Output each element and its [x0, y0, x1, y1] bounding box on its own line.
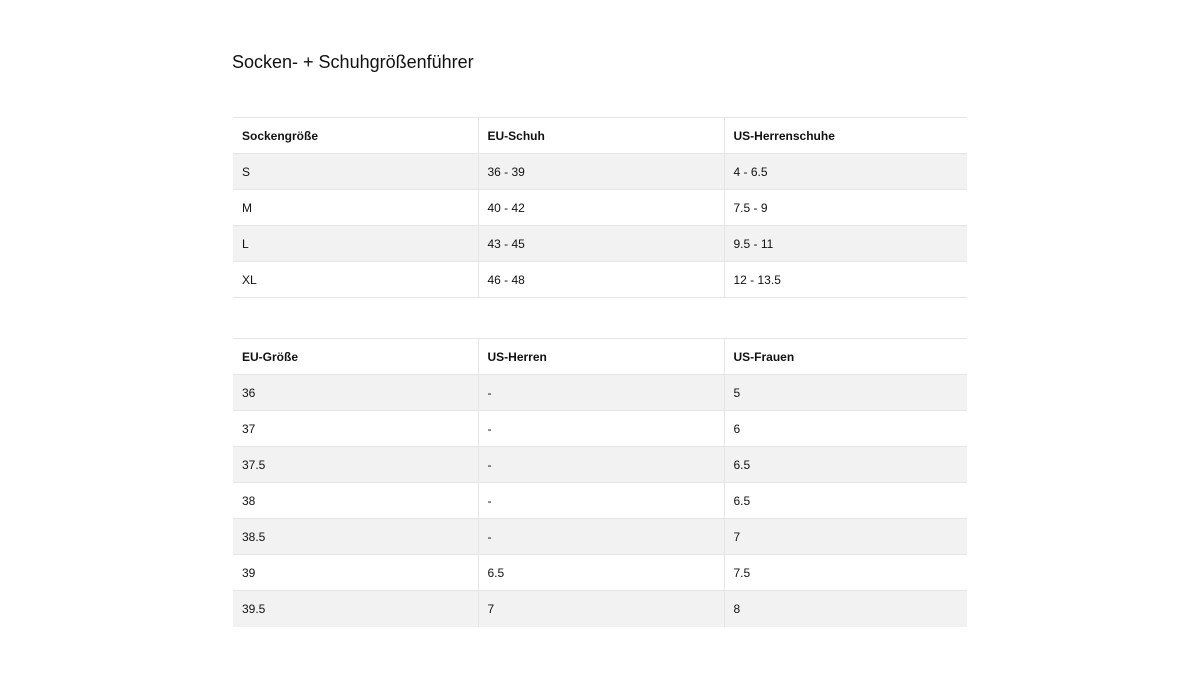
- table-cell: 6: [724, 411, 967, 447]
- table-cell: 38.5: [233, 519, 478, 555]
- table-row: [233, 519, 967, 555]
- shoe-size-table: [233, 338, 967, 627]
- table-cell: XL: [233, 262, 478, 298]
- table-row: [233, 154, 967, 190]
- table-cell: 39: [233, 555, 478, 591]
- table-cell: 37: [233, 411, 478, 447]
- table-header-row: [233, 118, 967, 154]
- table-cell: S: [233, 154, 478, 190]
- table-row: [233, 190, 967, 226]
- column-header-us-men: US-Herren: [478, 339, 724, 375]
- table-cell: 9.5 - 11: [724, 226, 967, 262]
- table-row: [233, 555, 967, 591]
- table-row: [233, 262, 967, 298]
- table-cell: M: [233, 190, 478, 226]
- table-row: [233, 375, 967, 411]
- table-cell: 36 - 39: [478, 154, 724, 190]
- table-header-row: [233, 339, 967, 375]
- table-cell: 7.5 - 9: [724, 190, 967, 226]
- table-cell: 12 - 13.5: [724, 262, 967, 298]
- sock-size-table: [233, 117, 967, 298]
- table-cell: -: [478, 519, 724, 555]
- column-header-eu-size: EU-Größe: [233, 339, 478, 375]
- table-row: [233, 483, 967, 519]
- table-cell: -: [478, 447, 724, 483]
- table-cell: 36: [233, 375, 478, 411]
- table-cell: L: [233, 226, 478, 262]
- table-cell: 8: [724, 591, 967, 627]
- page-title: Socken- + Schuhgrößenführer: [232, 52, 474, 72]
- table-cell: 7: [724, 519, 967, 555]
- table-cell: -: [478, 411, 724, 447]
- table-cell: 7: [478, 591, 724, 627]
- table-row: [233, 447, 967, 483]
- column-header-us-men-shoes: US-Herrenschuhe: [724, 118, 967, 154]
- table-cell: 6.5: [724, 447, 967, 483]
- table-cell: 5: [724, 375, 967, 411]
- table-cell: 39.5: [233, 591, 478, 627]
- table-cell: 6.5: [724, 483, 967, 519]
- table-row: [233, 411, 967, 447]
- table-cell: 6.5: [478, 555, 724, 591]
- column-header-sock-size: Sockengröße: [233, 118, 478, 154]
- table-row: [233, 226, 967, 262]
- table-cell: 46 - 48: [478, 262, 724, 298]
- table-row: [233, 591, 967, 627]
- table-cell: 37.5: [233, 447, 478, 483]
- table-cell: 4 - 6.5: [724, 154, 967, 190]
- table-cell: -: [478, 483, 724, 519]
- table-cell: -: [478, 375, 724, 411]
- table-cell: 40 - 42: [478, 190, 724, 226]
- table-cell: 38: [233, 483, 478, 519]
- column-header-eu-shoe: EU-Schuh: [478, 118, 724, 154]
- table-cell: 43 - 45: [478, 226, 724, 262]
- column-header-us-women: US-Frauen: [724, 339, 967, 375]
- table-cell: 7.5: [724, 555, 967, 591]
